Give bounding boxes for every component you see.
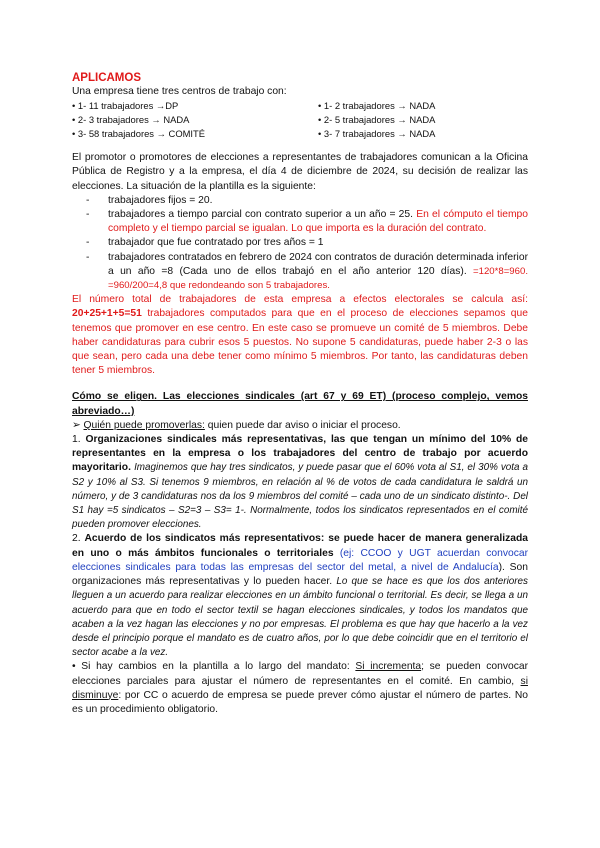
total-sum: 20+25+1+5=51 <box>72 308 142 320</box>
center-item: • 1- 2 trabajadores → NADA <box>318 100 436 112</box>
promoter-paragraph: El promotor o promotores de elecciones a representantes de trabajadores comunican a la Oficina Pública de Registro y a la empresa, el día 4 de diciembre de 2024, su decisión de realizar las elecciones. La situación de la plantilla es la siguiente: <box>72 152 528 192</box>
item-2-number: 2. <box>72 533 81 545</box>
feb-calculation: =120*8=960. =960/200=4,8 que redondeando son 5 trabajadores. <box>108 265 528 292</box>
increase-label: Si incrementa <box>355 661 422 673</box>
promote-text: quien puede dar aviso o iniciar el proceso. <box>207 419 401 431</box>
staff-item-feb-contracts <box>86 251 528 294</box>
changes-lead: • Si hay cambios en la plantilla a lo largo del mandato: <box>72 661 350 673</box>
decrease-label: si disminuye <box>72 675 528 701</box>
promote-label: Quién puede promoverlas: <box>83 419 205 431</box>
item-2-example: CCOO y UGT acuerdan convocar elecciones sindicales para todas las empresas del sector del metal, a nivel de Andalucía <box>72 547 528 573</box>
staff-part-time-text: trabajadores a tiempo parcial con contrato superior a un año = 25. <box>108 209 414 221</box>
section-heading: APLICAMOS <box>72 72 141 84</box>
increase-text: ; se pueden convocar elecciones parciales para ajustar el número de representantes en el comité. En cambio, <box>72 661 529 687</box>
center-item: • 2- 5 trabajadores → NADA <box>318 114 436 126</box>
promote-line <box>72 419 528 433</box>
staff-item-three-years <box>86 236 528 250</box>
staff-three-years-text: trabajador que fue contratado por tres años = 1 <box>108 237 324 249</box>
item-1-bold: Organizaciones sindicales más representativas, las que tengan un mínimo del 10% de representantes en la empresa o los trabajadores del centro de trabajo por acuerdo mayoritario. <box>72 434 528 474</box>
item-1-italic: Imaginemos que hay tres sindicatos, y puede pasar que el 60% vota al S1, el 30% vota a S2 y 10% al S3. Si tenemos 9 miembros, en relación al % de votos de cada candidatura le saldrá un número, y de 3 candidaturas nos da los 9 miembros del comité – cada uno de un sindicato distinto-. Del S1 hay =5 sindicatos – S2=3 – S3= 1-. Normalmente, todos los sindicatos representados en el comité pueden promover elecciones. <box>72 462 528 531</box>
item-2-example-open: (ej: <box>339 547 355 559</box>
staff-item-fixed <box>86 194 528 208</box>
center-item: • 1- 11 trabajadores →DP <box>72 100 179 112</box>
staff-fixed-text: trabajadores fijos = 20. <box>108 194 213 206</box>
item-1-number: 1. <box>72 434 81 446</box>
staff-list <box>72 194 528 293</box>
center-item: • 3- 58 trabajadores → COMITÉ <box>72 128 206 140</box>
total-paragraph <box>72 293 528 378</box>
item-2-example-close: ). <box>498 561 505 573</box>
work-centers-list <box>72 99 528 141</box>
intro-text: Una empresa tiene tres centros de trabajo con: <box>72 86 287 97</box>
item-2-italic: Lo que se hace es que los dos anteriores lleguen a un acuerdo para realizar elecciones en un ámbito funcional o territorial. Es decir, se llega a un acuerdo para que en todo el sector textil se hagan elecciones sindicales, y todos los mandatos que acaben a la vez hagan las elecciones y no por empresas. El problema es que hay que hacerlo a la vez desde el principio porque el mandato es de cuatro años, por lo que debe coincidir que en el territorio el sector acabe a la vez. <box>72 576 528 659</box>
part-time-note: En el cómputo el tiempo completo y el tiempo parcial se igualan. Lo que importa es la duración del contrato. <box>108 209 529 235</box>
work-centers-left <box>72 99 318 141</box>
total-lead: El número total de trabajadores de esta empresa a efectos electorales se calcula así: <box>72 294 528 306</box>
staff-feb-text: trabajadores contratados en febrero de 2024 con contratos de duración determinada inferior a un año =8 (Cada uno de ellos trabajó en el año anterior 120 días). <box>108 251 528 277</box>
section-title: Cómo se eligen. Las elecciones sindicales (art 67 y 69 ET) (proceso complejo, vemos abreviado…) <box>72 391 528 417</box>
item-2-plain: Son organizaciones más representativas y lo pueden hacer. <box>72 561 528 588</box>
item-1 <box>72 433 528 532</box>
decrease-text: : por CC o acuerdo de empresa se puede prever cómo ajustar el número de partes. No es un procedimiento obligatorio. <box>72 689 528 715</box>
center-item: • 2- 3 trabajadores → NADA <box>72 114 190 126</box>
arrow-bullet-icon: ➢ <box>72 419 81 431</box>
work-centers-right <box>318 99 528 141</box>
changes-paragraph <box>72 660 528 717</box>
document-page <box>72 72 528 717</box>
center-item: • 3- 7 trabajadores → NADA <box>318 128 436 140</box>
item-2-bold: Acuerdo de los sindicatos más representativos: se puede hacer de manera generalizada en uno o más ámbitos funcionales o territoriales <box>72 533 528 559</box>
total-rest: trabajadores computados para que en el proceso de elecciones sepamos que tenemos que promover en ese centro. En este caso se promueve un comité de 5 miembros. Debe haber candidaturas para cubrir esos 5 puestos. No supone 5 candidaturas, puede haber 2-3 o las que sean, pero cada una debe tener como mínimo 5 miembros. Por tanto, las candidaturas deben tener 5 miembros. <box>72 308 528 377</box>
item-2 <box>72 532 528 660</box>
staff-item-part-time <box>86 208 528 236</box>
